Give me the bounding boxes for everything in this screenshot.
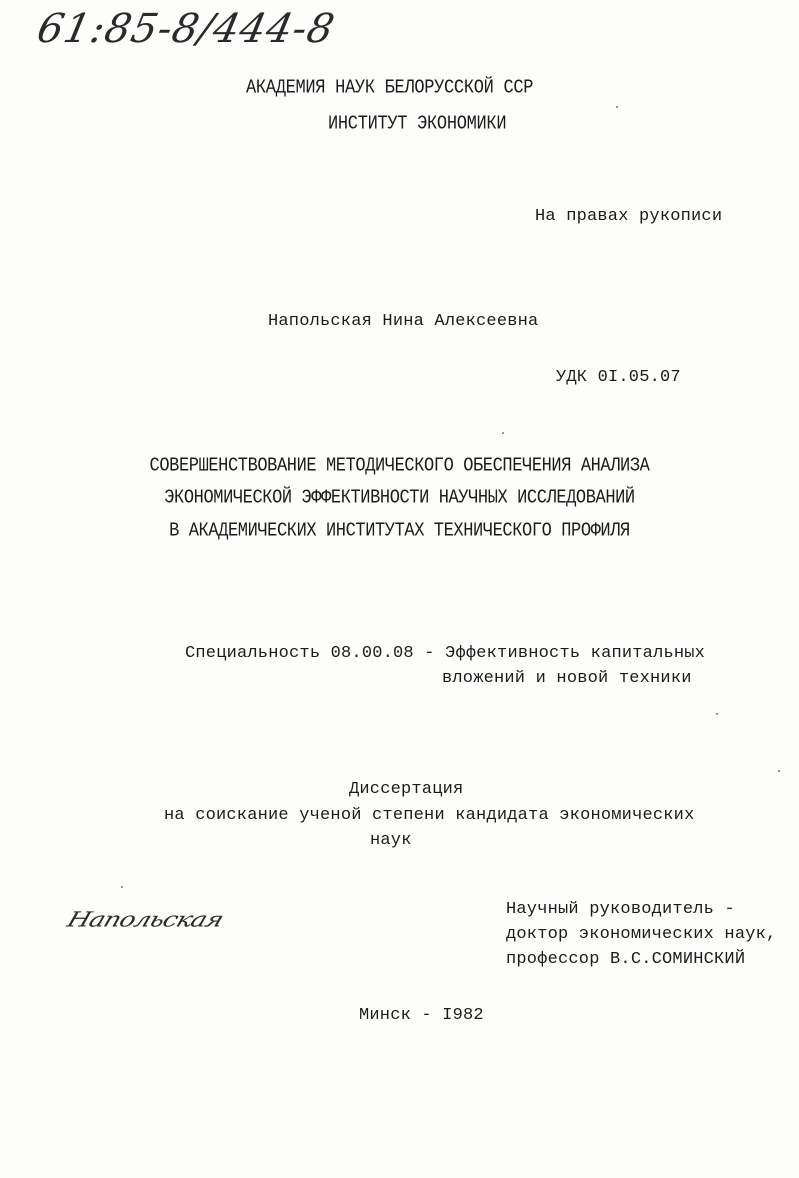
paper-speck [502, 432, 504, 434]
paper-speck [778, 770, 780, 772]
paper-speck [716, 713, 718, 715]
place-and-year: Минск - I982 [359, 1006, 484, 1025]
dissertation-title-line-3: В АКАДЕМИЧЕСКИХ ИНСТИТУТАХ ТЕХНИЧЕСКОГО ПРОФИЛЯ [169, 521, 630, 543]
supervisor-degree: доктор экономических наук, [506, 925, 777, 944]
dissertation-title-line-2: ЭКОНОМИЧЕСКОЙ ЭФФЕКТИВНОСТИ НАУЧНЫХ ИССЛЕДОВАНИЙ [164, 488, 635, 510]
institute-heading: ИНСТИТУТ ЭКОНОМИКИ [328, 114, 507, 136]
academy-heading: АКАДЕМИЯ НАУК БЕЛОРУССКОЙ ССР [246, 78, 534, 100]
dissertation-label: Диссертация [349, 780, 464, 799]
supervisor-name: профессор В.С.СОМИНСКИЙ [506, 950, 746, 969]
manuscript-rights-note: На правах рукописи [535, 207, 723, 226]
specialty-line-2: вложений и новой техники [442, 669, 692, 688]
udk-code: УДК 0I.05.07 [556, 368, 681, 387]
degree-line: на соискание ученой степени кандидата экономических [164, 806, 695, 825]
dissertation-title-line-1: СОВЕРШЕНСТВОВАНИЕ МЕТОДИЧЕСКОГО ОБЕСПЕЧЕНИЯ АНАЛИЗА [149, 456, 650, 478]
specialty-line-1: Специальность 08.00.08 - Эффективность капитальных [185, 644, 706, 663]
paper-speck [616, 106, 618, 108]
paper-speck [121, 886, 123, 888]
supervisor-role: Научный руководитель - [506, 900, 735, 919]
author-signature: Напольская [64, 908, 226, 932]
author-name: Напольская Нина Алексеевна [268, 312, 539, 331]
degree-line-end: наук [370, 831, 412, 850]
archive-code-handwritten: 61:85-8/444-8 [33, 6, 339, 52]
